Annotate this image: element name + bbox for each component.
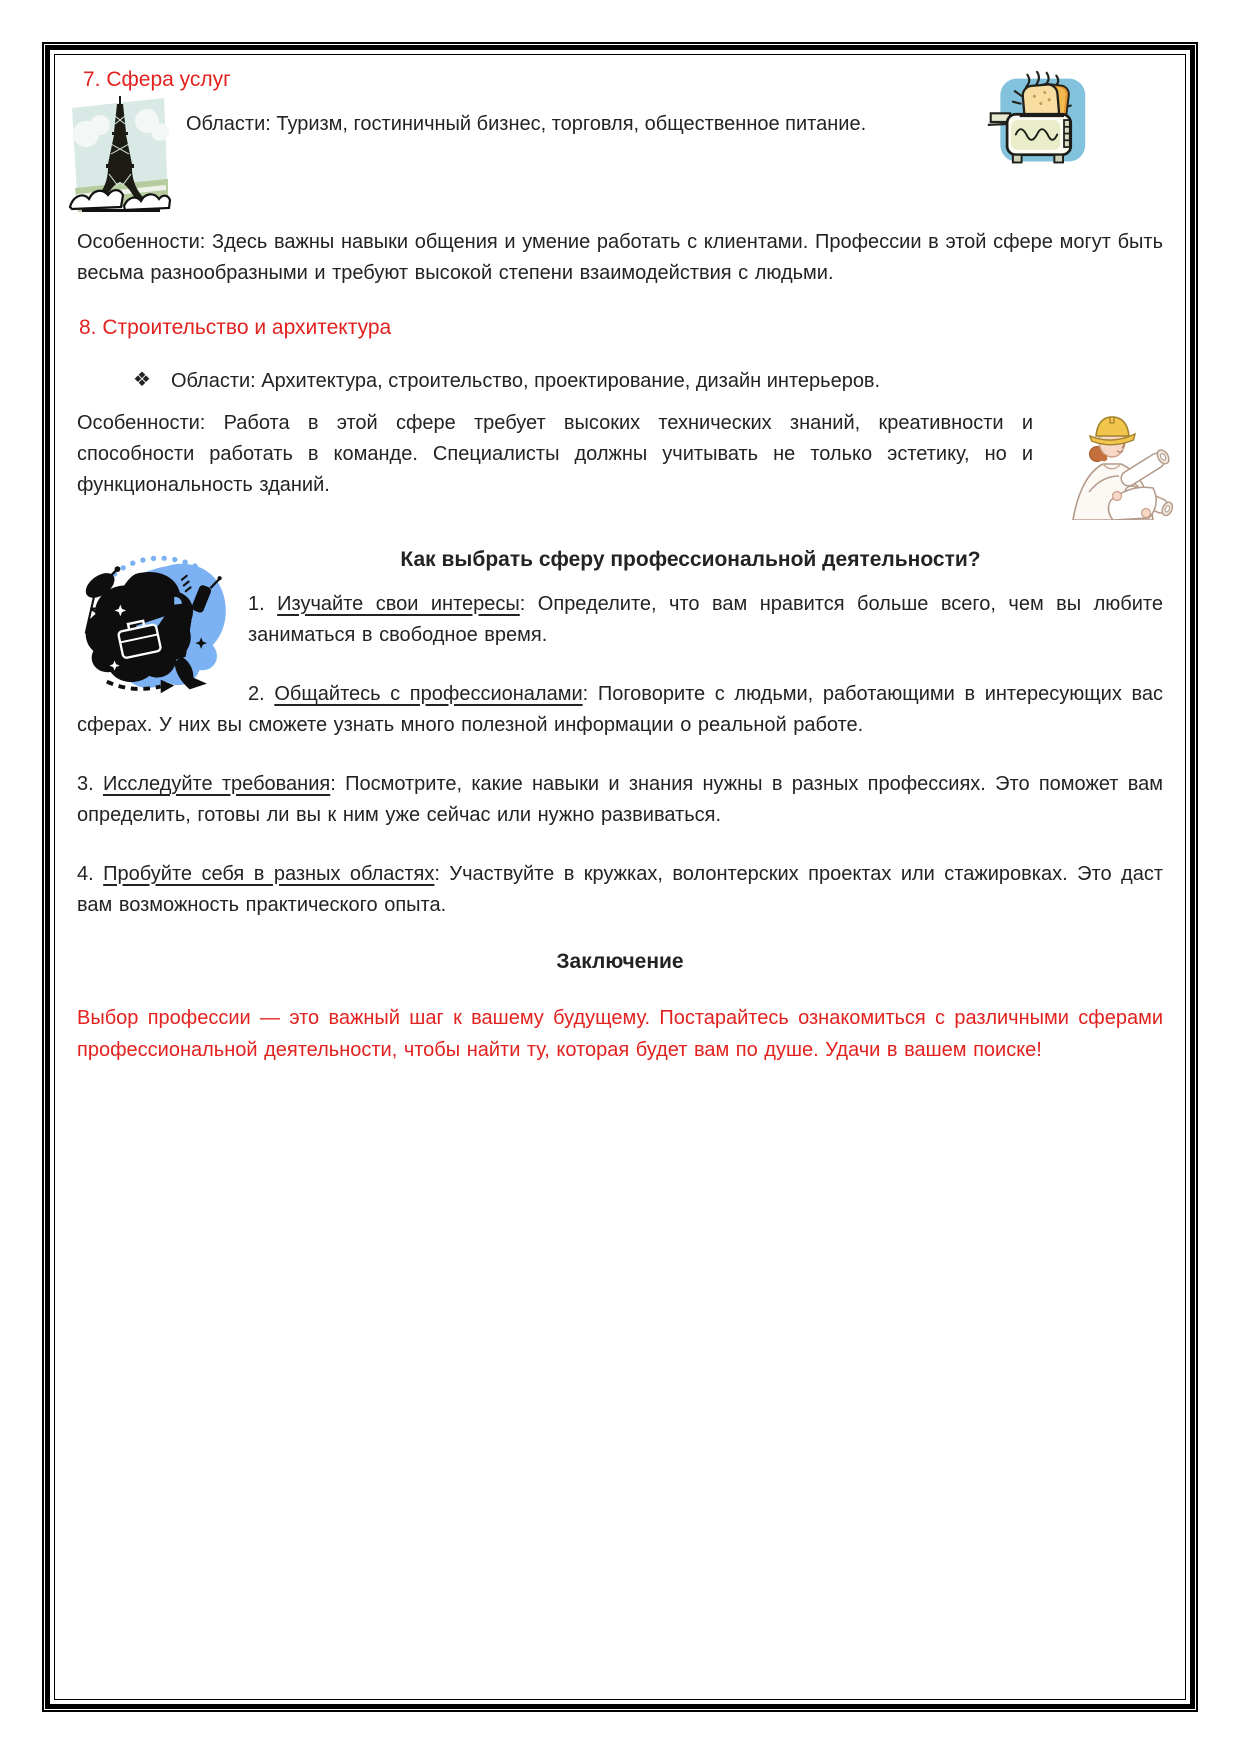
item-4-lead: Пробуйте себя в разных областях	[103, 862, 435, 885]
item-3-text: : Посмотрите, какие навыки и знания нужны в разных профессиях. Это поможет вам определить, готовы ли вы к ним уже сейчас или нужно развиваться.	[77, 772, 1164, 826]
section7-areas-line: Области: Туризм, гостиничный бизнес, торговля, общественное питание.	[186, 113, 867, 136]
item-1-number: 1.	[248, 592, 265, 615]
item-3-number: 3.	[77, 772, 94, 795]
document-page	[54, 54, 1186, 1700]
toaster-illustration	[983, 70, 1091, 172]
item-2-text: : Поговорите с людьми, работающими в интересующих вас сферах. У них вы сможете узнать много полезной информации о реальной работе.	[77, 682, 1163, 736]
section7-heading: 7. Сфера услуг	[83, 68, 231, 91]
item-2-lead: Общайтесь с профессионалами	[274, 682, 583, 705]
how-to-choose-section	[77, 547, 1163, 920]
section8-body	[77, 366, 1163, 501]
how-to-choose-heading: Как выбрать сферу профессиональной деятельности?	[400, 548, 981, 572]
section8-features-paragraph: Особенности: Работа в этой сфере требует высоких технических знаний, креативности и способности работать в команде. Специалисты должны учитывать не только эстетику, но и функциональность зданий.	[77, 412, 1033, 497]
architect-illustration	[1045, 396, 1177, 520]
section8-heading: 8. Строительство и архитектура	[79, 316, 392, 340]
section7-features-paragraph: Особенности: Здесь важны навыки общения и умение работать с клиентами. Профессии в этой сфере могут быть весьма разнообразными и требуют высокой степени взаимодействия с людьми.	[77, 231, 1163, 285]
how-to-item-1	[77, 589, 1163, 651]
eiffel-tower-illustration	[68, 94, 172, 218]
item-4-text: : Участвуйте в кружках, волонтерских проектах или стажировках. Это даст вам возможность практического опыта.	[77, 862, 1163, 916]
section8-areas-text: Области: Архитектура, строительство, проектирование, дизайн интерьеров.	[170, 370, 881, 393]
section7-areas-row	[77, 92, 1163, 218]
item-2-number: 2.	[248, 682, 265, 705]
how-to-item-2	[77, 679, 1163, 741]
communication-runner-illustration	[78, 547, 230, 697]
item-3-lead: Исследуйте требования	[102, 772, 331, 795]
page-border-middle	[45, 45, 1195, 1709]
item-1-lead: Изучайте свои интересы	[277, 592, 520, 615]
conclusion-paragraph: Выбор профессии — это важный шаг к вашему будущему. Постарайтесь ознакомиться с различными сферами профессиональной деятельности, чтобы найти ту, которая будет вам по душе. Удачи в вашем поиске!	[77, 1006, 1163, 1061]
how-to-item-3	[77, 769, 1163, 831]
item-4-number: 4.	[77, 862, 94, 885]
section8-areas-line	[133, 366, 1163, 397]
conclusion-heading: Заключение	[556, 949, 684, 973]
item-1-text: : Определите, что вам нравится больше всего, чем вы любите заниматься в свободное время.	[248, 592, 1163, 646]
page-border-outer	[42, 42, 1198, 1712]
how-to-item-4	[77, 859, 1163, 921]
diamond-bullet-icon: ❖	[133, 369, 151, 392]
